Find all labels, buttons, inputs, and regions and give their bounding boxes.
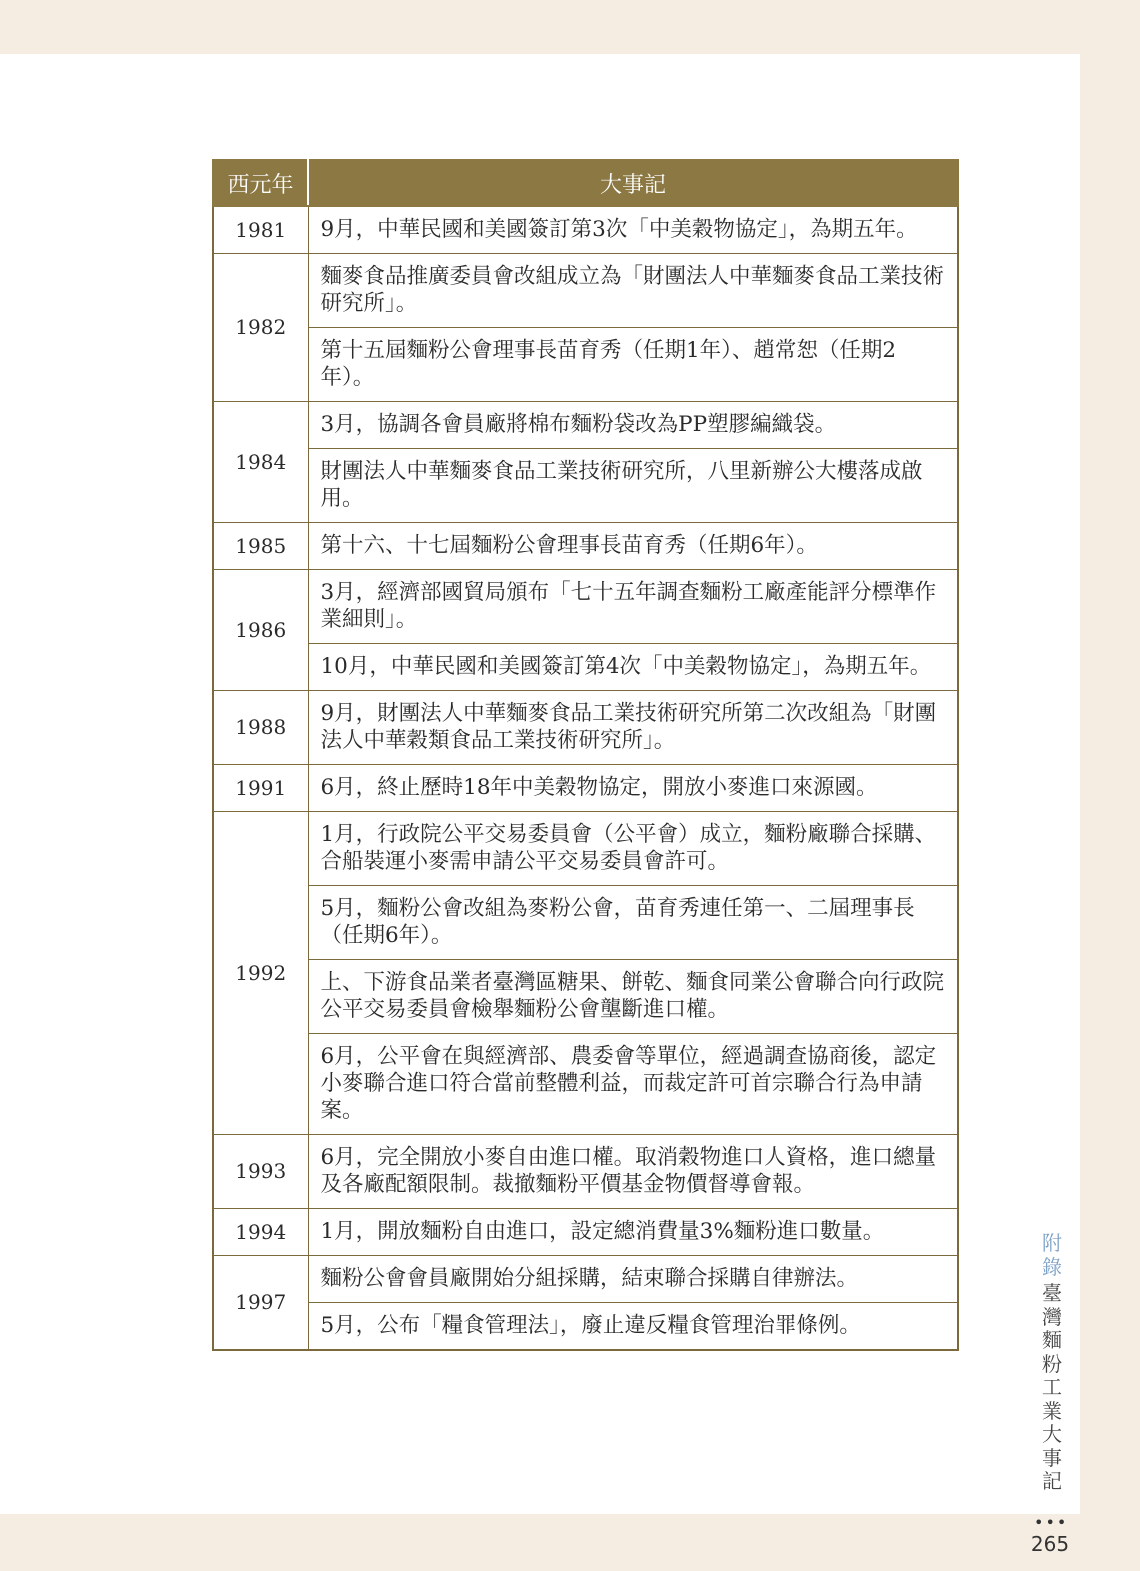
event-cell: 財團法人中華麵麥食品工業技術研究所，八里新辦公大樓落成啟用。 <box>308 449 958 523</box>
year-cell: 1986 <box>213 570 308 691</box>
table-row <box>213 691 958 765</box>
table-row <box>213 765 958 812</box>
table-row <box>213 449 958 523</box>
table-row <box>213 644 958 691</box>
chapter-title <box>1040 1282 1064 1494</box>
event-cell: 第十五屆麵粉公會理事長苗育秀（任期1年）、趙常恕（任期2年）。 <box>308 328 958 402</box>
year-cell: 1985 <box>213 523 308 570</box>
page-number: 265 <box>1030 1532 1070 1556</box>
table-row <box>213 523 958 570</box>
event-cell: 5月，公布「糧食管理法」，廢止違反糧食管理治罪條例。 <box>308 1303 958 1351</box>
event-cell: 5月，麵粉公會改組為麥粉公會，苗育秀連任第一、二屆理事長（任期6年）。 <box>308 886 958 960</box>
appendix-label <box>1040 1232 1064 1279</box>
table-row <box>213 570 958 644</box>
event-cell: 6月，公平會在與經濟部、農委會等單位，經過調查協商後，認定小麥聯合進口符合當前整體利益，而裁定許可首宗聯合行為申請案。 <box>308 1034 958 1135</box>
table-row <box>213 1303 958 1351</box>
event-cell: 3月，經濟部國貿局頒布「七十五年調查麵粉工廠產能評分標準作業細則」。 <box>308 570 958 644</box>
year-cell: 1982 <box>213 254 308 402</box>
table-header-row <box>213 160 958 206</box>
page-dots: ••• <box>1034 1513 1069 1532</box>
chapter-char: 粉 <box>1042 1351 1062 1376</box>
event-cell: 上、下游食品業者臺灣區糖果、餅乾、麵食同業公會聯合向行政院公平交易委員會檢舉麵粉公會壟斷進口權。 <box>308 960 958 1034</box>
chapter-char: 工 <box>1042 1375 1062 1399</box>
year-cell: 1988 <box>213 691 308 765</box>
event-cell: 10月，中華民國和美國簽訂第4次「中美穀物協定」，為期五年。 <box>308 644 958 691</box>
appendix-char: 錄 <box>1042 1254 1062 1279</box>
event-cell: 1月，開放麵粉自由進口，設定總消費量3%麵粉進口數量。 <box>308 1209 958 1256</box>
event-cell: 第十六、十七屆麵粉公會理事長苗育秀（任期6年）。 <box>308 523 958 570</box>
chapter-char: 灣 <box>1042 1304 1062 1329</box>
table-row <box>213 812 958 886</box>
table-row <box>213 328 958 402</box>
year-column-header: 西元年 <box>213 160 308 206</box>
book-page <box>0 54 1080 1556</box>
events-table <box>212 159 959 1351</box>
year-cell: 1992 <box>213 812 308 1135</box>
table-row <box>213 1135 958 1209</box>
event-cell: 9月，財團法人中華麵麥食品工業技術研究所第二次改組為「財團法人中華穀類食品工業技術研究所」。 <box>308 691 958 765</box>
year-cell: 1994 <box>213 1209 308 1256</box>
event-cell: 3月，協調各會員廠將棉布麵粉袋改為PP塑膠編織袋。 <box>308 402 958 449</box>
year-cell: 1984 <box>213 402 308 523</box>
event-cell: 6月，完全開放小麥自由進口權。取消穀物進口人資格，進口總量及各廠配額限制。裁撤麵粉平價基金物價督導會報。 <box>308 1135 958 1209</box>
table-row <box>213 1256 958 1303</box>
event-cell: 麵粉公會會員廠開始分組採購，結束聯合採購自律辦法。 <box>308 1256 958 1303</box>
chapter-char: 業 <box>1042 1398 1062 1423</box>
table-row <box>213 1034 958 1135</box>
chapter-char: 臺 <box>1042 1281 1062 1305</box>
appendix-char: 附 <box>1042 1231 1062 1255</box>
table-row <box>213 402 958 449</box>
table-body <box>213 206 958 1350</box>
event-cell: 9月，中華民國和美國簽訂第3次「中美穀物協定」，為期五年。 <box>308 206 958 254</box>
event-column-header: 大事記 <box>308 160 958 206</box>
table-row <box>213 886 958 960</box>
event-cell: 1月，行政院公平交易委員會（公平會）成立，麵粉廠聯合採購、合船裝運小麥需申請公平交易委員會許可。 <box>308 812 958 886</box>
year-cell: 1981 <box>213 206 308 254</box>
chapter-char: 記 <box>1042 1469 1062 1493</box>
year-cell: 1997 <box>213 1256 308 1351</box>
chapter-char: 麵 <box>1042 1328 1062 1352</box>
year-cell: 1991 <box>213 765 308 812</box>
event-cell: 6月，終止歷時18年中美穀物協定，開放小麥進口來源國。 <box>308 765 958 812</box>
chapter-char: 事 <box>1042 1445 1062 1470</box>
table-row <box>213 254 958 328</box>
table-row <box>213 1209 958 1256</box>
event-cell: 麵麥食品推廣委員會改組成立為「財團法人中華麵麥食品工業技術研究所」。 <box>308 254 958 328</box>
chapter-char: 大 <box>1042 1422 1062 1446</box>
chapter-side-label <box>1040 1232 1064 1494</box>
year-cell: 1993 <box>213 1135 308 1209</box>
table-row <box>213 960 958 1034</box>
table-row <box>213 206 958 254</box>
